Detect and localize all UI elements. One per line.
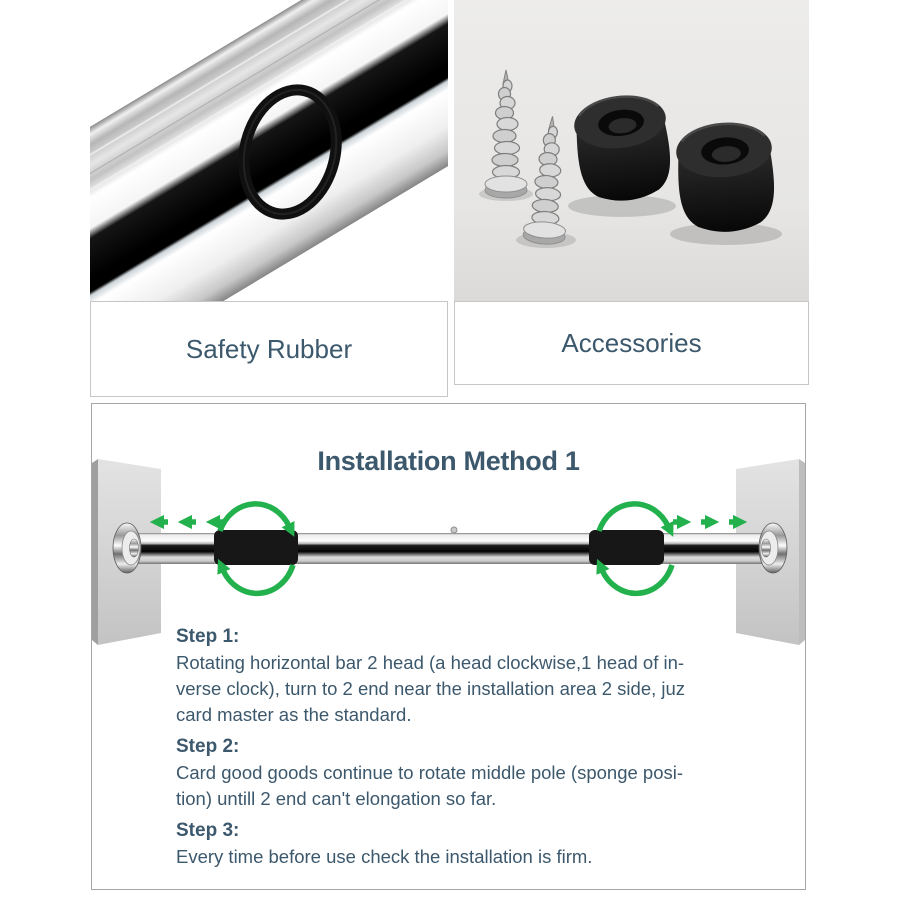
step-heading: Step 1: (176, 626, 240, 647)
chrome-tube-graphic (90, 0, 448, 301)
right-foam-grip (589, 530, 664, 565)
step-line: card master as the standard. (176, 704, 412, 725)
safety-rubber-photo (90, 0, 448, 301)
accessories-label-box (454, 301, 809, 385)
step-heading: Step 3: (176, 820, 240, 841)
left-end-cap (113, 523, 141, 573)
safety-rubber-label: Safety Rubber (185, 333, 353, 364)
installation-step-2 (176, 734, 685, 812)
installation-steps (176, 624, 685, 876)
left-foam-grip (214, 530, 298, 565)
step-line: Card good goods continue to rotate middle pole (sponge posi- (176, 762, 684, 783)
accessories-panel (454, 0, 809, 396)
step-line: Rotating horizontal bar 2 head (a head clockwise,1 head of in- (176, 652, 685, 673)
installation-step-3 (176, 818, 685, 870)
accessories-photo (454, 0, 809, 301)
step-line: verse clock), turn to 2 end near the installation area 2 side, juz (176, 678, 686, 699)
installation-panel (91, 403, 806, 890)
installation-step-1 (176, 624, 685, 728)
right-end-cap (759, 523, 787, 573)
step-heading: Step 2: (176, 736, 240, 757)
accessories-label: Accessories (561, 327, 702, 358)
step-line: Every time before use check the installation is firm. (176, 846, 593, 867)
safety-rubber-label-box (90, 301, 448, 397)
installation-title: Installation Method 1 (317, 446, 580, 476)
step-line: tion) untill 2 end can't elongation so far. (176, 788, 497, 809)
safety-rubber-panel (90, 0, 448, 396)
rubber-foot-graphic (674, 120, 777, 235)
bar-pin (451, 527, 457, 533)
